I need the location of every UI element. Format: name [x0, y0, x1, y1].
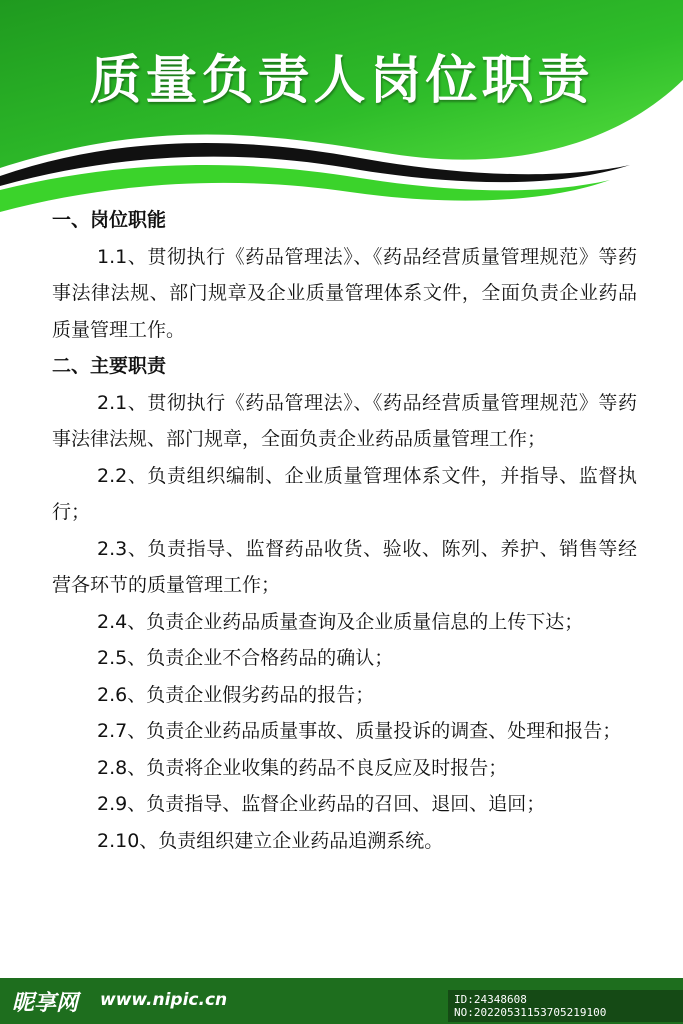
watermark-logo: 昵享网 [12, 991, 79, 1016]
watermark-site-link[interactable]: www.nipic.cn [100, 990, 228, 1010]
list-item: 2.1、贯彻执行《药品管理法》、《药品经营质量管理规范》等药事法律法规、部门规章，全面负责企业药品质量管理工作； [52, 391, 637, 450]
list-item: 2.4、负责企业药品质量查询及企业质量信息的上传下达； [97, 610, 584, 633]
list-item: 2.2、负责组织编制、企业质量管理体系文件，并指导、监督执行； [52, 464, 637, 523]
header-banner [0, 0, 683, 215]
list-item: 2.5、负责企业不合格药品的确认； [97, 647, 394, 669]
list-item: 2.8、负责将企业收集的药品不良反应及时报告； [97, 756, 508, 779]
section-heading: 一、岗位职能 [52, 209, 167, 231]
footer-bar [0, 978, 683, 1024]
document-body [52, 202, 637, 859]
image-id-label: ID:24348608 NO:20220531153705219100 [448, 990, 683, 1022]
list-item: 1.1、贯彻执行《药品管理法》、《药品经营质量管理规范》等药事法律法规、部门规章及企业质量管理体系文件，全面负责企业药品质量管理工作。 [52, 245, 637, 341]
list-item: 2.7、负责企业药品质量事故、质量投诉的调查、处理和报告； [97, 720, 622, 742]
list-item: 2.9、负责指导、监督企业药品的召回、退回、追回； [97, 793, 546, 815]
list-item: 2.6、负责企业假劣药品的报告； [97, 683, 375, 706]
list-item: 2.3、负责指导、监督药品收货、验收、陈列、养护、销售等经营各环节的质量管理工作； [52, 537, 637, 596]
list-item: 2.10、负责组织建立企业药品追溯系统。 [97, 829, 444, 852]
section-heading: 二、主要职责 [52, 355, 167, 377]
page-title: 质量负责人岗位职责 [89, 51, 594, 111]
